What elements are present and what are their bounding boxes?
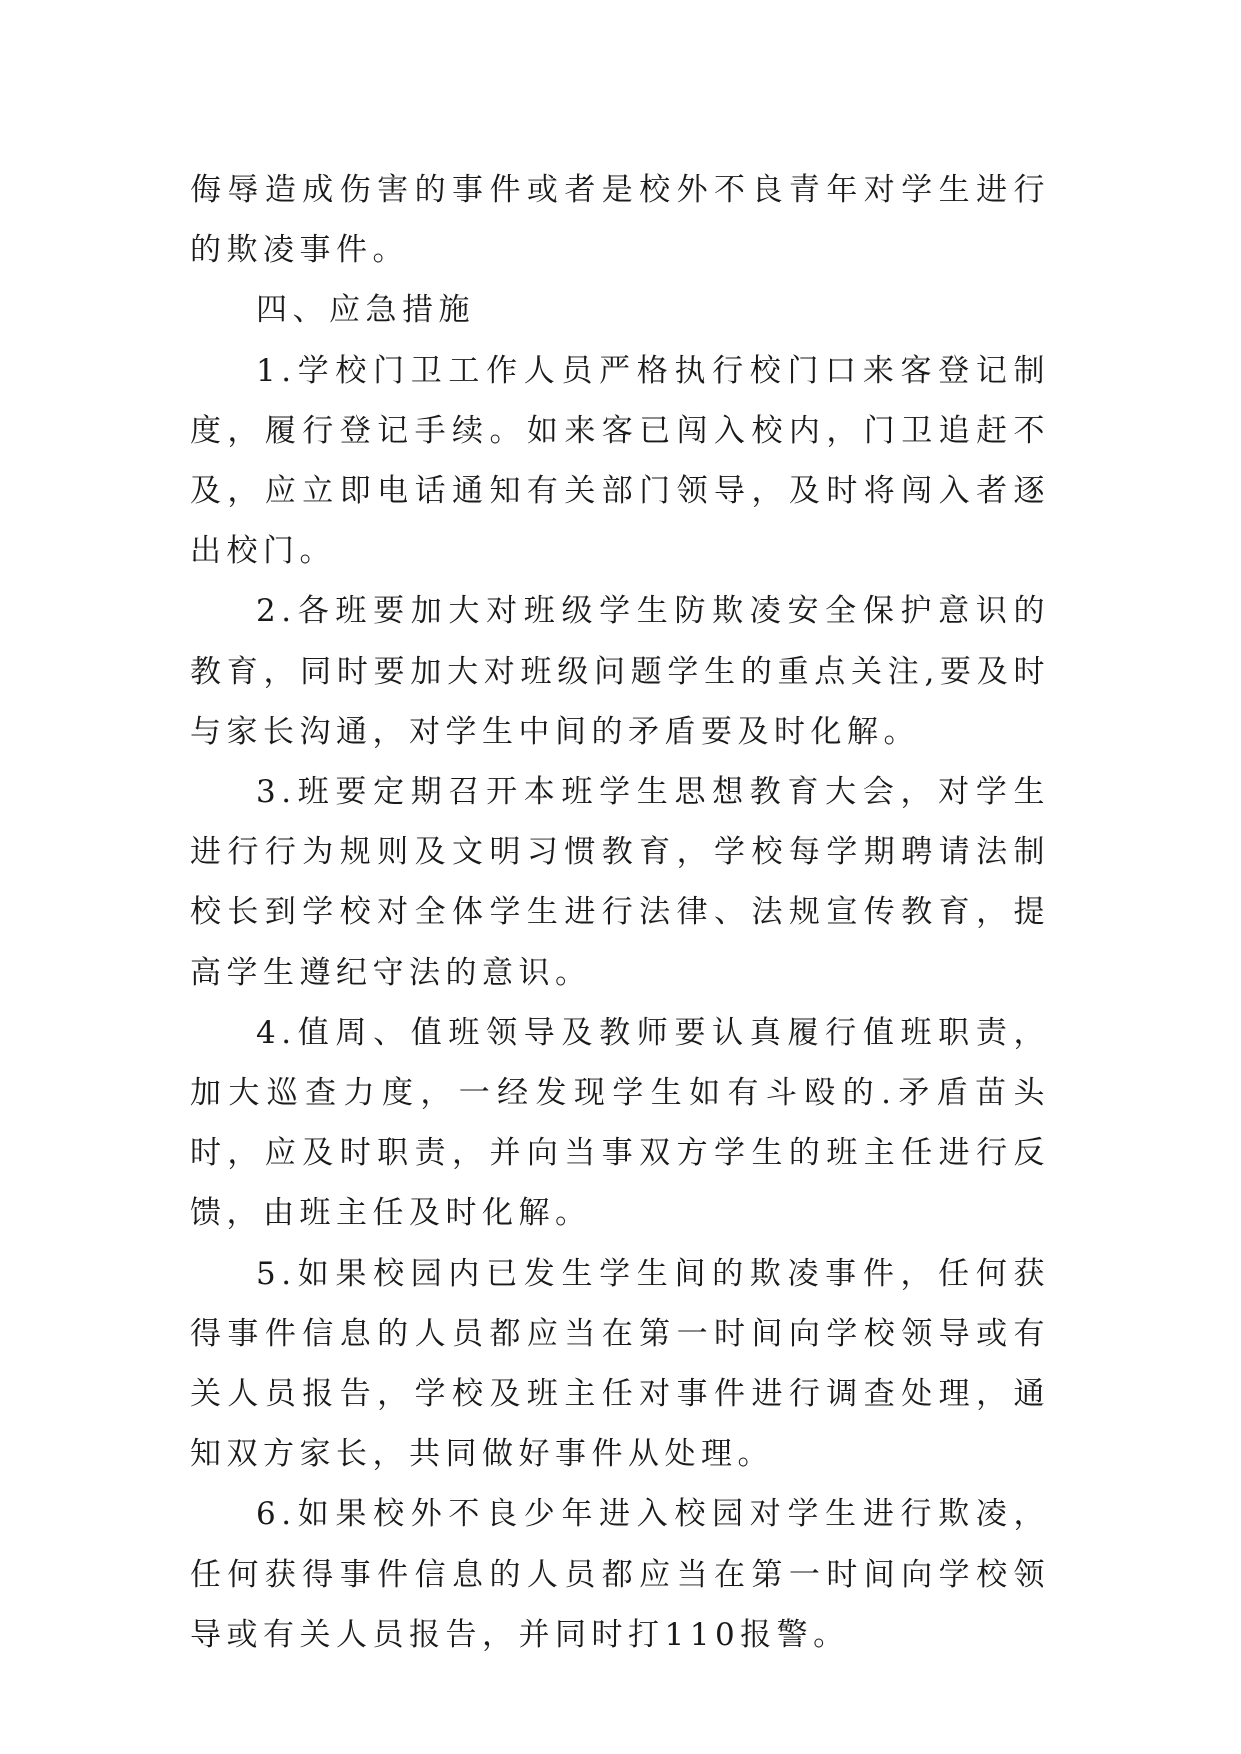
paragraph-continuation: 侮辱造成伤害的事件或者是校外不良青年对学生进行的欺凌事件。 [190, 172, 1050, 269]
document-body [190, 160, 1050, 1665]
paragraph-item-3: 3.班要定期召开本班学生思想教育大会，对学生进行行为规则及文明习惯教育，学校每学期聘请法制校长到学校对全体学生进行法律、法规宣传教育，提高学生遵纪守法的意识。 [190, 774, 1050, 991]
paragraph-item-2: 2.各班要加大对班级学生防欺凌安全保护意识的教育，同时要加大对班级问题学生的重点关注,要及时与家长沟通，对学生中间的矛盾要及时化解。 [190, 593, 1050, 750]
section-heading-emergency-measures: 四、应急措施 [256, 292, 475, 329]
paragraph-item-4: 4.值周、值班领导及教师要认真履行值班职责，加大巡查力度，一经发现学生如有斗殴的.矛盾苗头时，应及时职责，并向当事双方学生的班主任进行反馈，由班主任及时化解。 [190, 1014, 1050, 1232]
paragraph-item-5: 5.如果校园内已发生学生间的欺凌事件，任何获得事件信息的人员都应当在第一时间向学校领导或有关人员报告，学校及班主任对事件进行调查处理，通知双方家长，共同做好事件从处理。 [190, 1255, 1050, 1473]
paragraph-item-1: 1.学校门卫工作人员严格执行校门口来客登记制度，履行登记手续。如来客已闯入校内，门卫追赶不及，应立即电话通知有关部门领导，及时将闯入者逐出校门。 [190, 352, 1050, 570]
paragraph-item-6: 6.如果校外不良少年进入校园对学生进行欺凌，任何获得事件信息的人员都应当在第一时间向学校领导或有关人员报告，并同时打110报警。 [190, 1496, 1050, 1653]
